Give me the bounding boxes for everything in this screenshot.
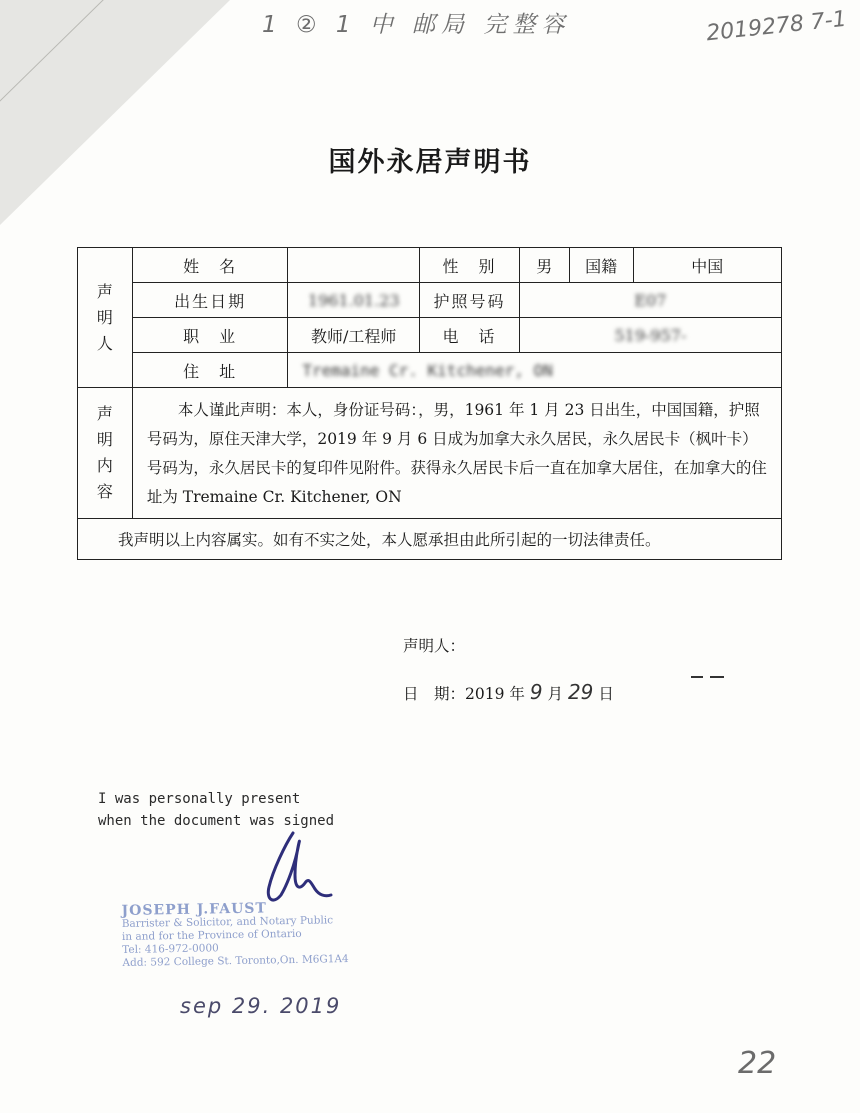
notary-note: I was personally present when the document was signed	[98, 791, 335, 829]
truth-statement: 我声明以上内容属实。如有不实之处，本人愿承担由此所引起的一切法律责任。	[78, 519, 782, 560]
date-month-handwritten: 9	[529, 680, 543, 704]
declaration-content	[132, 388, 781, 519]
gender-label: 性 别	[420, 248, 520, 283]
content-section-label: 声 明 内 容	[78, 388, 133, 519]
phone-label: 电 话	[420, 318, 520, 353]
folded-corner	[0, 0, 230, 225]
date-day-handwritten: 29	[567, 680, 594, 704]
document-title: 国外永居声明书	[328, 147, 532, 178]
month-unit: 月	[547, 685, 563, 703]
declaration-content-text: 本人谨此声明：本人，身份证号码：，男，1961 年 1 月 23 日出生，中国国籍，护照号码为，原住天津大学，2019 年 9 月 6 日成为加拿大永久居民，永久居民卡（枫叶卡）号码为，永久居民卡的复印件见附件。获得永久居民卡后一直在加拿大居住，在加拿大的住址为 Tremaine Cr. Kitchener, ON	[146, 401, 767, 506]
date-line	[403, 680, 614, 704]
handwritten-top-marks: 1 ② 1 中 邮局 完整容	[262, 12, 571, 38]
handwritten-doc-number: 2019278 7-1	[705, 6, 848, 47]
day-unit: 日	[598, 685, 614, 703]
pen-mark	[691, 676, 703, 678]
occupation-label: 职 业	[132, 318, 287, 353]
address-label: 住 址	[132, 353, 287, 388]
gender-value: 男	[519, 248, 569, 283]
pen-mark	[710, 676, 724, 678]
handwritten-page-number: 22	[738, 1046, 777, 1081]
declarant-section-label: 声 明 人	[78, 248, 133, 388]
name-value	[288, 248, 420, 283]
passport-label: 护照号码	[420, 283, 520, 318]
nationality-value: 中国	[633, 248, 781, 283]
notary-stamp: JOSEPH J.FAUST Barrister & Solicitor, and Notary Public in and for the Province of Ontario Tel: 416-972-0000 Add: 592 College St. Toronto,On. M6G1A4	[121, 900, 349, 969]
declaration-form-table	[77, 247, 782, 560]
passport-value: E07	[519, 283, 781, 318]
declarant-label: 声明人：	[403, 637, 466, 655]
nationality-label: 国籍	[569, 248, 633, 283]
date-label: 日 期：2019 年	[403, 685, 525, 703]
declarant-signature-line	[403, 634, 465, 656]
handwritten-notary-date: sep 29. 2019	[180, 994, 342, 1018]
name-label: 姓 名	[132, 248, 287, 283]
dob-label: 出生日期	[132, 283, 287, 318]
dob-value: 1961.01.23	[288, 283, 420, 318]
phone-value: 519-957-	[519, 318, 781, 353]
address-value: Tremaine Cr. Kitchener, ON	[288, 353, 782, 388]
occupation-value: 教师/工程师	[288, 318, 420, 353]
